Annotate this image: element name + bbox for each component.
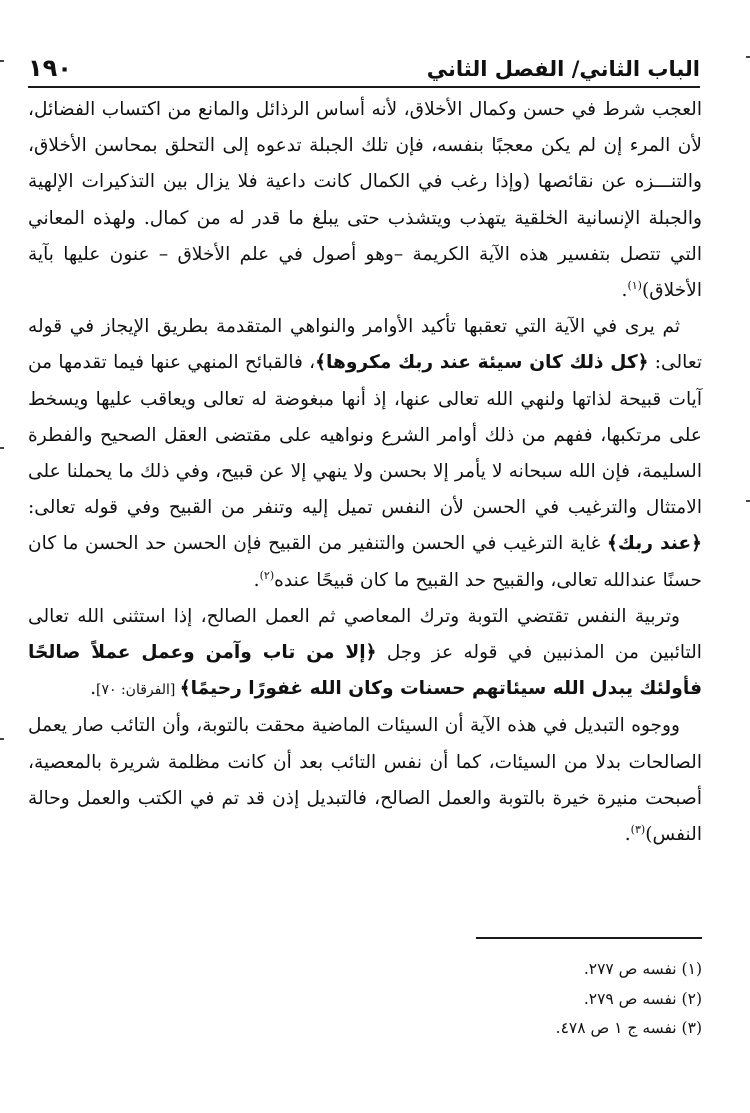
- footnote-2: (٢) نفسه ص ٢٧٩.: [583, 989, 702, 1008]
- footnote-ref-2: (٢): [259, 568, 275, 582]
- verse-citation: [الفرقان: ٧٠]: [95, 682, 180, 699]
- footnote-ref-1: (١): [627, 278, 642, 292]
- scan-margin-mark: [0, 738, 4, 740]
- quran-quote: ﴿كل ذلك كان سيئة عند ربك مكروها﴾: [315, 352, 649, 374]
- scan-margin-mark: [0, 447, 4, 449]
- scan-margin-mark: [0, 60, 4, 62]
- scan-margin-mark: [746, 500, 750, 502]
- paragraph-3: وتربية النفس تقتضي التوبة وترك المعاصي ثم العمل الصالح، إذا استثنى الله تعالى التائبين من المذنبين في قوله عز وجل ﴿إلا من تاب وآمن وعمل عملاً صالحًا فأولئك يبدل الله سيئاتهم حسنات وكان الله غفورًا رحيمًا﴾ [الفرقان: ٧٠].: [28, 605, 702, 700]
- quran-quote: ﴿إلا من تاب وآمن وعمل عملاً صالحًا فأولئك يبدل الله سيئاتهم حسنات وكان الله غفورًا رحيمًا﴾: [28, 642, 702, 700]
- chapter-title: الباب الثاني/ الفصل الثاني: [426, 57, 700, 81]
- paragraph-4: ووجوه التبديل في هذه الآية أن السيئات الماضية محقت بالتوبة، وأن التائب صار يعمل الصالحات بدلا من السيئات، كما أن نفس التائب بعد أن كانت مظلمة شريرة بالمعصية، أصبحت منيرة خيرة بالتوبة والعمل الصالح، فالتبديل إذن قد تم في الكتب والعمل وحالة النفس)$^{(٣)}$.: [28, 715, 702, 846]
- footnote-divider: [476, 937, 702, 939]
- paragraph-2: ثم يرى في الآية التي تعقبها تأكيد الأوامر والنواهي المتقدمة بطريق الإيجاز في قوله تعالى: ﴿كل ذلك كان سيئة عند ربك مكروها﴾، فالقبائح المنهي عنها فيما تقدمها من آيات قبيحة لذاتها ولنهي الله تعالى عنها، إذ أنها مبغوضة له تعالى ويعاقب عليها ويسخط على مرتكبها، ففهم من ذلك أوامر الشرع ونواهيه على مقتضى العقل الصحيح والفطرة السليمة، فإن الله سبحانه لا يأمر إلا بحسن ولا ينهي إلا عن قبيح، وفي ذلك ما يحملنا على الامتثال والترغيب في الحسن لأن النفس تميل إليه وتنفر من القبيح وفي قوله تعالى: ﴿عند ربك﴾ غاية الترغيب في الحسن والتنفير من القبيح فإن الحسن حد الحسن ما كان حسنًا عندالله تعالى، والقبيح حد القبيح ما كان قبيحًا عنده$^{(٢)}$.: [28, 316, 702, 591]
- page-number: ١٩٠: [28, 54, 72, 82]
- scan-margin-mark: [746, 56, 750, 58]
- quran-quote: ﴿عند ربك﴾: [607, 533, 702, 555]
- body-text: [28, 92, 702, 853]
- footnote-3: (٣) نفسه ج ١ ص ٤٧٨.: [555, 1019, 702, 1037]
- footnote-ref-3: (٣): [630, 822, 646, 836]
- paragraph-1: العجب شرط في حسن وكمال الأخلاق، لأنه أساس الرذائل والمانع من اكتساب الفضائل، لأن المرء إن لم يكن معجبًا بنفسه، فإن تلك الجبلة تدعوه إلى التحلق بمحاسن الأخلاق، والتنـــزه عن نقائصها (وإذا رغب في الكمال كانت داعية فلا يزال بين التذكيرات الإلهية والجبلة الإنسانية الخلقية يتهذب ويتشذب حتى يبلغ ما قدر له من كمال. ولهذه المعاني التي تتصل بتفسير هذه الآية الكريمة –وهو أصول في علم الأخلاق – عنون عليها بآية الأخلاق)$^{(١)}$.: [28, 99, 702, 302]
- footnote-1: (١) نفسه ص ٢٧٧.: [583, 960, 702, 978]
- running-header: [28, 40, 700, 88]
- footnotes: [302, 955, 702, 1044]
